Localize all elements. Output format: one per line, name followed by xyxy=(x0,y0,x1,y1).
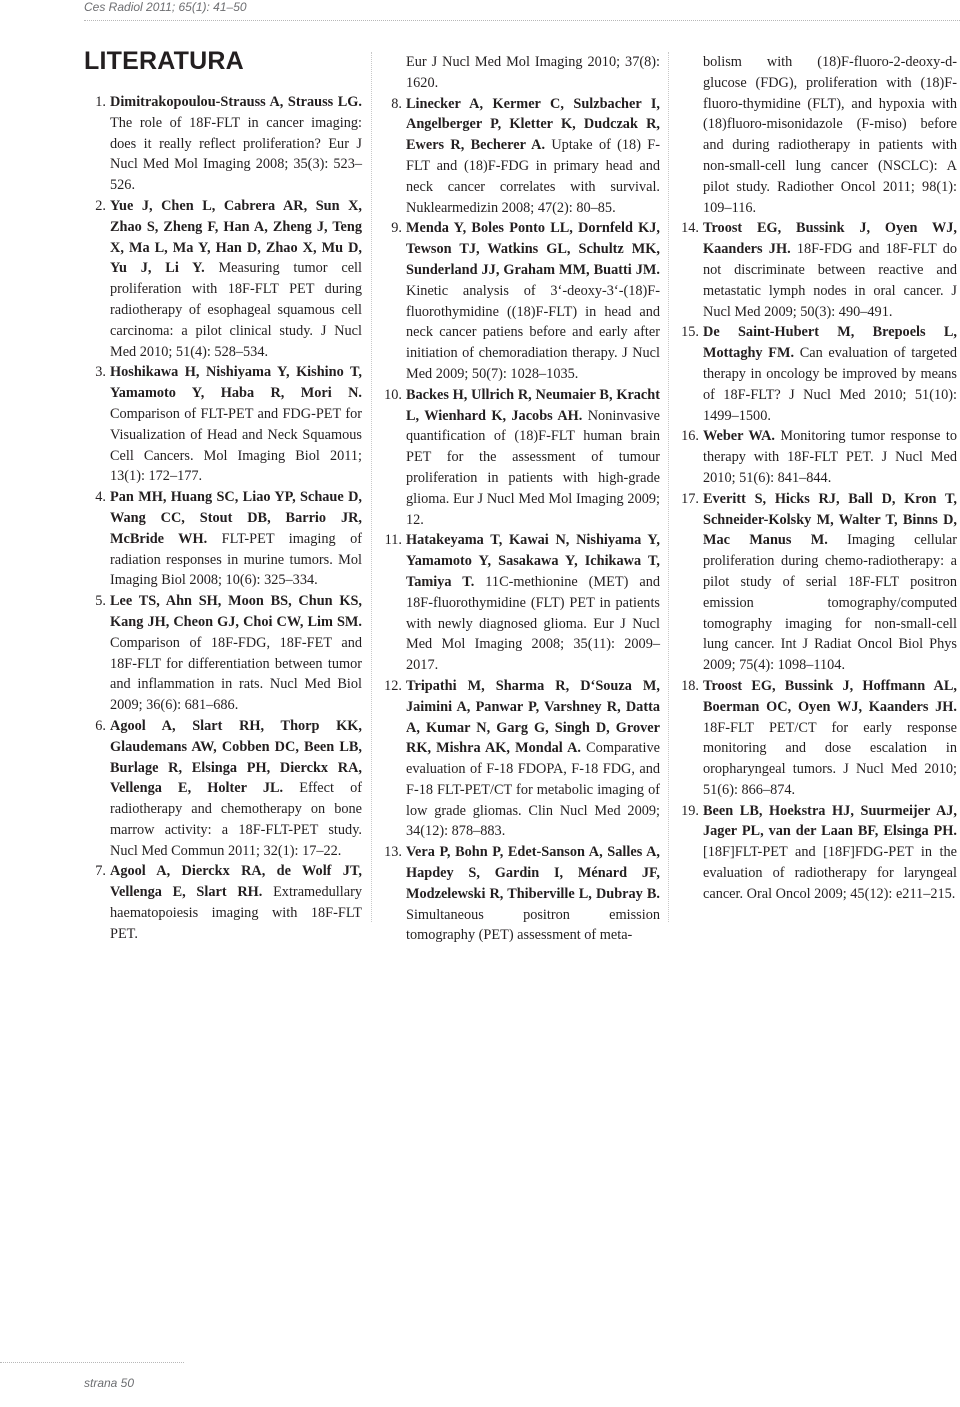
reference-authors: Agool A, Slart RH, Thorp KK, Glaudemans AW, Cobben DC, Been LB, Burlage R, Elsinga PH, Dierckx RA, Vellenga E, Holter JL. xyxy=(110,717,362,797)
reference-item xyxy=(84,362,362,487)
column-divider xyxy=(668,52,669,922)
reference-number: 18. xyxy=(681,677,699,694)
page-folio: strana 50 xyxy=(84,1376,135,1390)
reference-number: 7. xyxy=(95,863,106,880)
reference-citation: [18F]FLT-PET and [18F]FDG-PET in the evaluation of radiotherapy for laryngeal cancer. Oral Oncol 2009; 45(12): e211–215. xyxy=(703,844,957,902)
reference-authors: Weber WA. xyxy=(703,428,775,445)
reference-number: 3. xyxy=(95,364,106,381)
header-divider xyxy=(84,20,960,21)
reference-item xyxy=(380,842,660,946)
reference-number: 4. xyxy=(95,489,106,506)
reference-citation: Simultaneous positron emission tomography (PET) assessment of meta- xyxy=(406,906,660,944)
reference-item xyxy=(677,489,957,676)
reference-number: 12. xyxy=(384,677,402,694)
reference-number: 2. xyxy=(95,197,106,214)
reference-number: 14. xyxy=(681,220,699,237)
reference-authors: Pan MH, Huang SC, Liao YP, Schaue D, Wang CC, Stout DB, Barrio JR, McBride WH. xyxy=(110,489,362,547)
reference-item xyxy=(84,92,362,196)
reference-authors: De Saint-Hubert M, Brepoels L, Mottaghy FM. xyxy=(703,324,957,362)
section-title: LITERATURA xyxy=(84,47,244,75)
reference-number: 15. xyxy=(681,324,699,341)
reference-number: 11. xyxy=(384,532,402,549)
column-divider xyxy=(371,52,372,922)
reference-item xyxy=(677,676,957,801)
reference-item xyxy=(677,801,957,905)
reference-citation: The role of 18F-FLT in cancer imaging: does it really reflect proliferation? Eur J Nucl Med Mol Imaging 2008; 35(3): 523–526. xyxy=(110,114,362,194)
reference-citation: Imaging cellular proliferation during chemo-radiotherapy: a pilot study of serial 18F-FLT positron emission tomography/computed tomography imaging for non-small-cell lung cancer. Int J Radiat Oncol Biol Phys 2009; 75(4): 1098–1104. xyxy=(703,532,957,674)
reference-column-2 xyxy=(380,52,660,946)
reference-citation: 18F-FDG and 18F-FLT do not discriminate between reactive and metastatic lymph nodes in oral cancer. J Nucl Med 2009; 50(3): 490–491. xyxy=(703,241,957,320)
reference-item xyxy=(380,94,660,219)
reference-authors: Menda Y, Boles Ponto LL, Dornfeld KJ, Tewson TJ, Watkins GL, Schultz MK, Sunderland JJ, Graham MM, Buatti JM. xyxy=(406,220,660,278)
reference-citation: FLT-PET imaging of radiation responses in murine tumors. Mol Imaging Biol 2008; 10(6): 325–334. xyxy=(110,530,362,589)
reference-citation: Uptake of (18) F-FLT and (18)F-FDG in primary head and neck cancer correlates with survival. Nuklearmedizin 2008; 47(2): 80–85. xyxy=(406,137,660,216)
reference-item xyxy=(380,530,660,676)
reference-number: 17. xyxy=(681,490,699,507)
reference-item xyxy=(380,52,660,94)
reference-authors: Been LB, Hoekstra HJ, Suurmeijer AJ, Jager PL, van der Laan BF, Elsinga PH. xyxy=(703,802,957,840)
reference-citation: bolism with (18)F-fluoro-2-deoxy-d-glucose (FDG), proliferation with (18)F-fluoro-thymidine (FLT), and hypoxia with (18)fluoro-misonidazole (F-miso) before and during radiotherapy in patients with non-small-cell lung cancer (NSCLC): A pilot study. Radiother Oncol 2011; 98(1): 109–116. xyxy=(703,54,957,216)
reference-number: 9. xyxy=(391,220,402,237)
reference-number: 1. xyxy=(95,94,106,110)
reference-authors: Troost EG, Bussink J, Oyen WJ, Kaanders JH. xyxy=(703,220,957,258)
reference-authors: Dimitrakopoulou-Strauss A, Strauss LG. xyxy=(110,94,362,110)
reference-column-3 xyxy=(677,52,957,905)
reference-authors: Hoshikawa H, Nishiyama Y, Kishino T, Yamamoto Y, Haba R, Mori N. xyxy=(110,364,362,402)
reference-number: 19. xyxy=(681,802,699,819)
reference-item xyxy=(84,591,362,716)
reference-authors: Troost EG, Bussink J, Hoffmann AL, Boerman OC, Oyen WJ, Kaanders JH. xyxy=(703,677,957,715)
reference-number: 5. xyxy=(95,593,106,610)
reference-citation: Comparison of FLT-PET and FDG-PET for Visualization of Head and Neck Squamous Cell Cancers. Mol Imaging Biol 2011; 13(1): 172–177. xyxy=(110,405,362,485)
reference-citation: Kinetic analysis of 3‘-deoxy-3‘-(18)F-fluorothymidine ((18)F-FLT) in head and neck cancer patiens before and early after initiation of chemoradiation therapy. J Nucl Med 2009; 50(7): 1028–1035. xyxy=(406,282,660,382)
reference-citation: Monitoring tumor response to therapy with 18F-FLT PET. J Nucl Med 2010; 51(6): 841–844. xyxy=(703,428,957,486)
reference-authors: Hatakeyama T, Kawai N, Nishiyama Y, Yamamoto Y, Sasakawa Y, Ichikawa T, Tamiya T. xyxy=(406,532,660,590)
reference-column-1 xyxy=(84,92,362,945)
reference-number: 16. xyxy=(681,428,699,445)
reference-number: 8. xyxy=(391,95,402,112)
reference-number: 6. xyxy=(95,717,106,734)
footer-divider xyxy=(0,1362,184,1363)
reference-number: 10. xyxy=(384,386,402,403)
reference-authors: Backes H, Ullrich R, Neumaier B, Kracht L, Wienhard K, Jacobs AH. xyxy=(406,386,660,424)
reference-item xyxy=(677,322,957,426)
reference-citation: 18F-FLT PET/CT for early response monitoring and dose escalation in oropharyngeal tumors. J Nucl Med 2010; 51(6): 866–874. xyxy=(703,719,957,798)
reference-authors: Vera P, Bohn P, Edet-Sanson A, Salles A, Hapdey S, Gardin I, Ménard JF, Modzelewski R, Thiberville L, Dubray B. xyxy=(406,844,660,902)
reference-citation: Extramedullary haematopoiesis imaging with 18F-FLT PET. xyxy=(110,884,362,942)
reference-citation: Comparative evaluation of F-18 FDOPA, F-18 FDG, and F-18 FLT-PET/CT for metabolic imaging of low grade gliomas. Clin Nucl Med 2009; 34(12): 878–883. xyxy=(406,740,660,840)
reference-item xyxy=(84,196,362,362)
reference-citation: 11C-methionine (MET) and 18F-fluorothymidine (FLT) PET in patients with newly diagnosed glioma. Eur J Nucl Med Mol Imaging 2008; 35(11): 2009–2017. xyxy=(406,573,660,674)
reference-citation: Measuring tumor cell proliferation with 18F-FLT PET during radiotherapy of esophageal squamous cell carcinoma: a pilot clinical study. J Nucl Med 2010; 51(4): 528–534. xyxy=(110,260,362,360)
reference-item xyxy=(380,676,660,842)
running-head: Ces Radiol 2011; 65(1): 41–50 xyxy=(84,0,247,14)
reference-item xyxy=(380,218,660,384)
reference-authors: Everitt S, Hicks RJ, Ball D, Kron T, Schneider-Kolsky M, Walter T, Binns D, Mac Manus M. xyxy=(703,490,957,549)
reference-authors: Tripathi M, Sharma R, D‘Souza M, Jaimini A, Panwar P, Varshney R, Datta A, Kumar N, Garg G, Singh D, Grover RK, Mishra AK, Mondal A. xyxy=(406,677,660,757)
reference-citation: Eur J Nucl Med Mol Imaging 2010; 37(8): 1620. xyxy=(406,54,660,91)
reference-authors: Yue J, Chen L, Cabrera AR, Sun X, Zhao S, Zheng F, Han A, Zheng J, Teng X, Ma L, Ma Y, Han D, Zhao X, Mu D, Yu J, Li Y. xyxy=(110,197,362,277)
reference-citation: Noninvasive quantification of (18)F-FLT human brain PET for the assessment of tumour proliferation in patients with high-grade glioma. Eur J Nucl Med Mol Imaging 2009; 12. xyxy=(406,407,660,528)
reference-citation: Effect of radiotherapy and chemotherapy on bone marrow activity: a 18F-FLT-PET study. Nucl Med Commun 2011; 32(1): 17–22. xyxy=(110,780,362,859)
reference-citation: Can evaluation of targeted therapy in oncology be improved by means of 18F-FLT? J Nucl Med 2010; 51(10): 1499–1500. xyxy=(703,345,957,424)
reference-item xyxy=(84,487,362,591)
reference-number: 13. xyxy=(384,844,402,861)
reference-item xyxy=(380,385,660,531)
reference-citation: Comparison of 18F-FDG, 18F-FET and 18F-FLT for differentiation between tumor and inflammation in rats. Nucl Med Biol 2009; 36(6): 681–686. xyxy=(110,634,362,714)
reference-authors: Linecker A, Kermer C, Sulzbacher I, Angelberger P, Kletter K, Dudczak R, Ewers R, Becherer A. xyxy=(406,95,660,154)
reference-item xyxy=(84,861,362,944)
reference-authors: Lee TS, Ahn SH, Moon BS, Chun KS, Kang JH, Cheon GJ, Choi CW, Lim SM. xyxy=(110,593,362,630)
reference-item xyxy=(677,52,957,218)
reference-item xyxy=(677,218,957,322)
reference-item xyxy=(677,426,957,488)
reference-authors: Agool A, Dierckx RA, de Wolf JT, Vellenga E, Slart RH. xyxy=(110,863,362,901)
reference-item xyxy=(84,716,362,862)
